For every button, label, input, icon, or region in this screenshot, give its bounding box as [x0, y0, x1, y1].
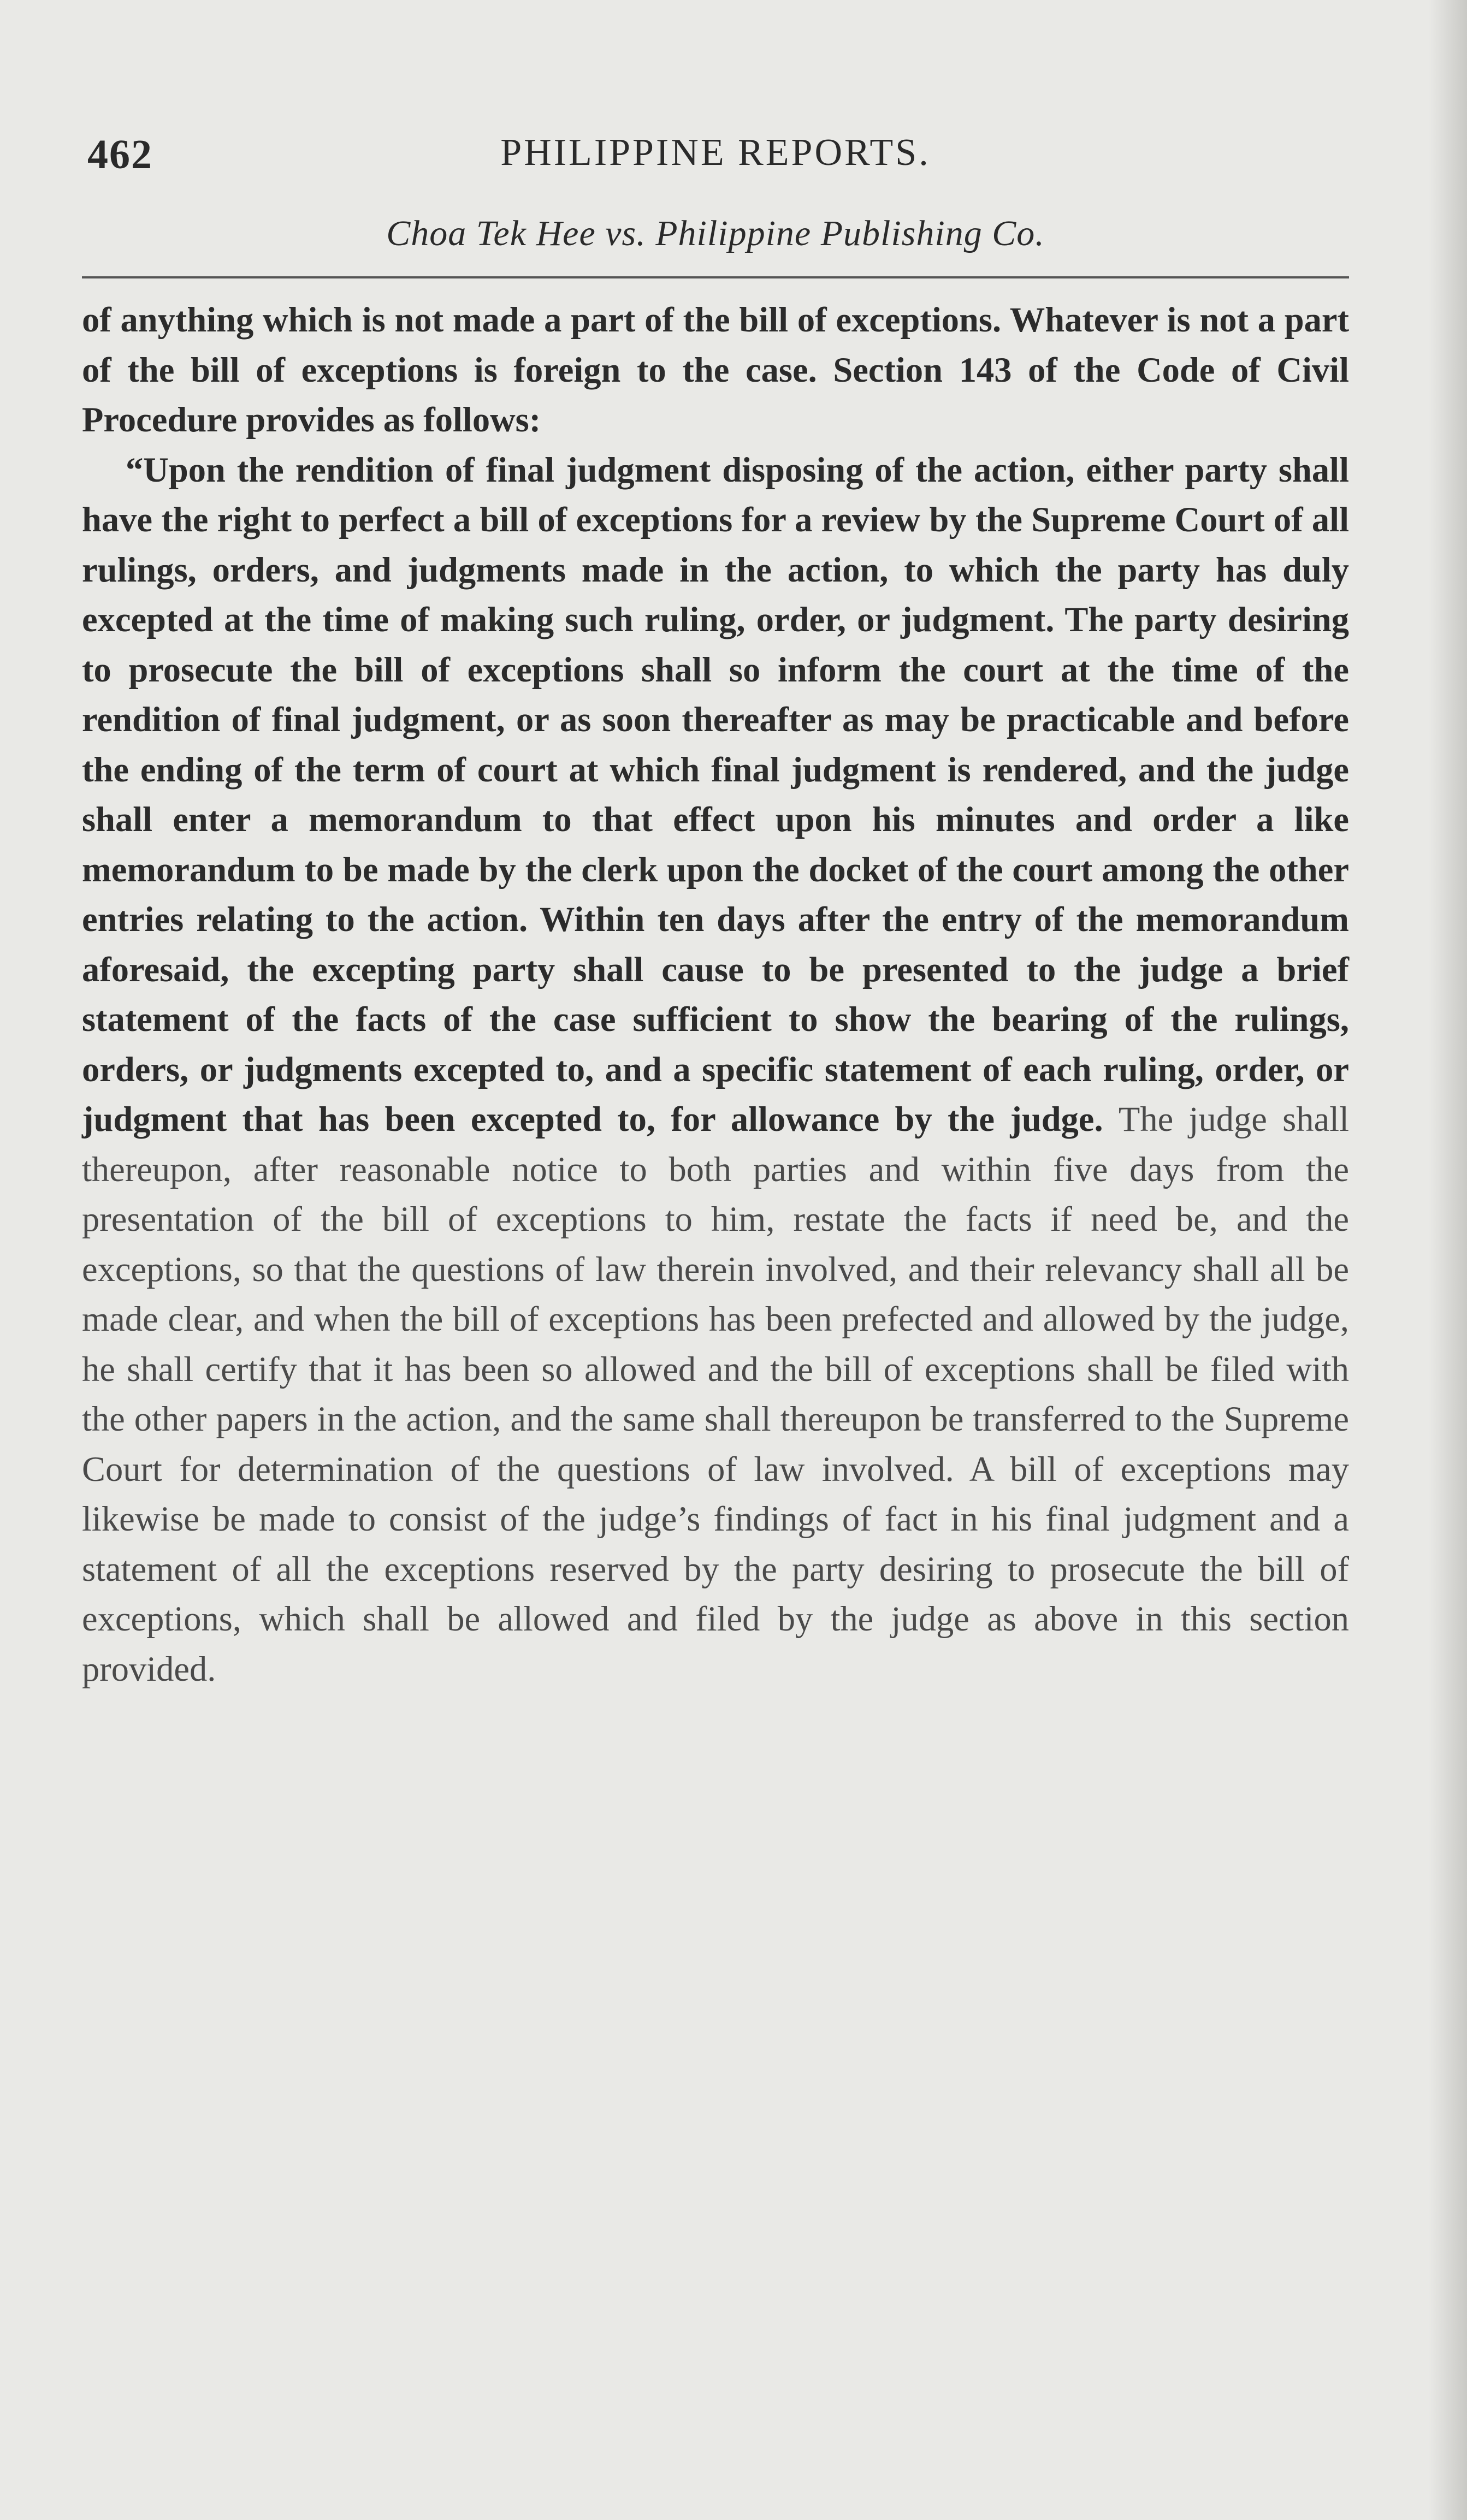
- page-edge-shadow: [1429, 0, 1467, 2520]
- quote-part-2: The judge shall thereupon, after reasonable notice to both parties and within five days from the presentation of the bill of exceptions to him, restate the facts if need be, and the exceptions, so that the questions of law therein involved, and their relevancy shall all be made clear, and when the bill of exceptions has been prefected and allowed by the judge, he shall certify that it has been so allowed and the bill of exceptions shall be filed with the other papers in the action, and the same shall thereupon be transferred to the Supreme Court for determination of the questions of law involved. A bill of exceptions may likewise be made to consist of the judge’s findings of fact in his final judgment and a statement of all the exceptions reserved by the party desiring to prosecute the bill of exceptions, which shall be allowed and filed by the judge as above in this section provided.: [82, 1100, 1350, 1688]
- case-title: Choa Tek Hee vs. Philippine Publishing Co.: [386, 214, 1045, 253]
- document-page: [82, 126, 1349, 1694]
- running-title: PHILIPPINE REPORTS.: [500, 132, 931, 174]
- quote-part-1: “Upon the rendition of final judgment disposing of the action, either party shall have the right to perfect a bill of exceptions for a review by the Supreme Court of all rulings, orders, and judgments made in the action, to which the party has duly excepted at the time of making such ruling, order, or judgment. The party desiring to prosecute the bill of exceptions shall so inform the court at the time of the rendition of final judgment, or as soon thereafter as may be practicable and before the ending of the term of court at which final judgment is rendered, and the judge shall enter a memorandum to that effect upon his minutes and order a like memorandum to be made by the clerk upon the docket of the court among the other entries relating to the action. Within ten days after the entry of the memorandum aforesaid, the excepting party shall cause to be presented to the judge a brief statement of the facts of the case sufficient to show the bearing of the rulings, orders, or judgments excepted to, and a specific statement of each ruling, order, or judgment that has been excepted to, for allowance by the judge.: [82, 450, 1349, 1139]
- page-number: 462: [87, 132, 153, 177]
- body-text: [82, 295, 1349, 1694]
- quoted-section-143: [82, 445, 1349, 1694]
- header-rule: [82, 276, 1349, 278]
- page-header: [82, 126, 1349, 191]
- intro-paragraph: of anything which is not made a part of the bill of exceptions. Whatever is not a part of the bill of exceptions is foreign to the case. Section 143 of the Code of Civil Procedure provides as follows:: [82, 300, 1349, 439]
